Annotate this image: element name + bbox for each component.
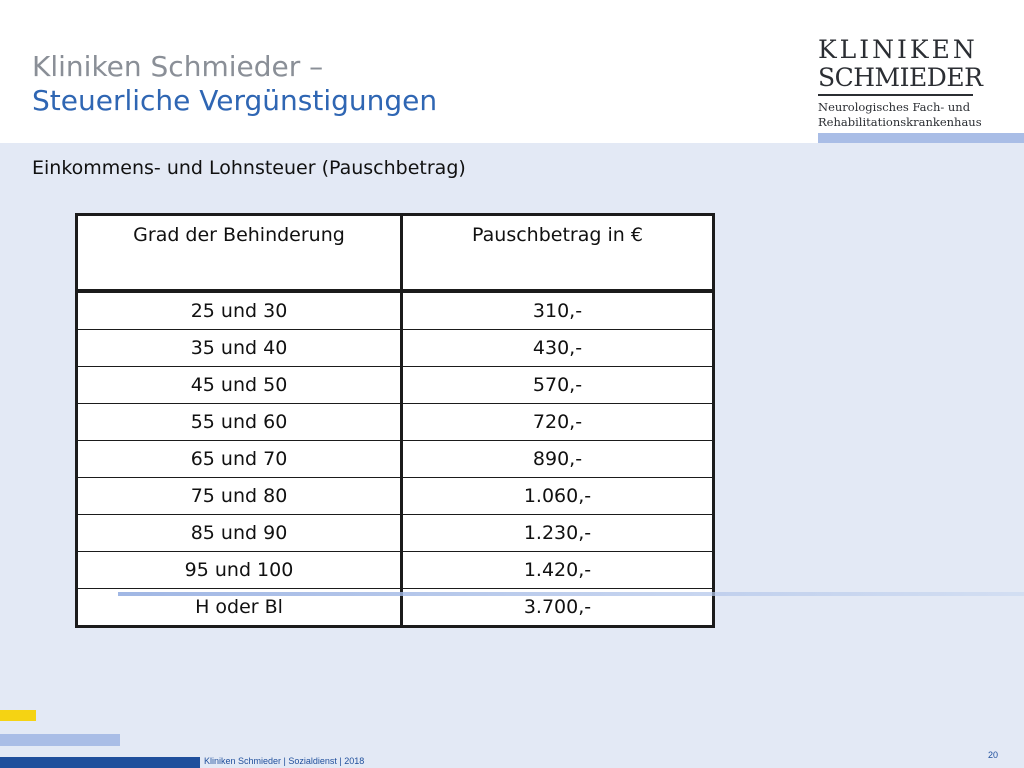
decorative-line <box>118 592 1024 596</box>
logo-line1: KLINIKEN <box>818 35 978 64</box>
table-row <box>77 291 714 330</box>
footer-accent-light-blue <box>0 734 120 746</box>
amount-cell: 1.060,- <box>402 478 714 515</box>
clinic-logo <box>818 35 983 130</box>
amount-cell: 310,- <box>402 291 714 330</box>
amount-cell: 890,- <box>402 441 714 478</box>
table-row <box>77 478 714 515</box>
table-row <box>77 404 714 441</box>
footer-accent-dark-blue <box>0 757 200 768</box>
amount-cell: 1.420,- <box>402 552 714 589</box>
table-header-row <box>77 215 714 292</box>
degree-cell: 45 und 50 <box>77 367 402 404</box>
logo-accent-bar <box>818 133 1024 143</box>
page-title-line1: Kliniken Schmieder – <box>32 50 324 83</box>
footer-accent-yellow <box>0 710 36 721</box>
table-row <box>77 515 714 552</box>
column-header-amount: Pauschbetrag in € <box>402 215 714 292</box>
table-row <box>77 367 714 404</box>
slide-header <box>0 0 1024 143</box>
degree-cell: H oder Bl <box>77 589 402 627</box>
logo-subtitle1: Neurologisches Fach- und <box>818 100 971 114</box>
degree-cell: 75 und 80 <box>77 478 402 515</box>
degree-cell: 65 und 70 <box>77 441 402 478</box>
degree-cell: 95 und 100 <box>77 552 402 589</box>
amount-cell: 1.230,- <box>402 515 714 552</box>
degree-cell: 25 und 30 <box>77 291 402 330</box>
amount-cell: 570,- <box>402 367 714 404</box>
tax-allowance-table <box>75 213 715 628</box>
amount-cell: 3.700,- <box>402 589 714 627</box>
table-row <box>77 330 714 367</box>
amount-cell: 720,- <box>402 404 714 441</box>
logo-subtitle2: Rehabilitationskrankenhaus <box>818 115 982 129</box>
degree-cell: 55 und 60 <box>77 404 402 441</box>
page-number: 20 <box>988 750 999 760</box>
table-row <box>77 552 714 589</box>
page-title-line2: Steuerliche Vergünstigungen <box>32 84 438 117</box>
logo-line2: SCHMIEDER <box>818 64 973 96</box>
amount-cell: 430,- <box>402 330 714 367</box>
section-subtitle: Einkommens- und Lohnsteuer (Pauschbetrag) <box>32 157 466 179</box>
degree-cell: 35 und 40 <box>77 330 402 367</box>
footer-text: Kliniken Schmieder | Sozialdienst | 2018 <box>204 756 365 766</box>
table-row <box>77 441 714 478</box>
degree-cell: 85 und 90 <box>77 515 402 552</box>
column-header-degree: Grad der Behinderung <box>77 215 402 292</box>
